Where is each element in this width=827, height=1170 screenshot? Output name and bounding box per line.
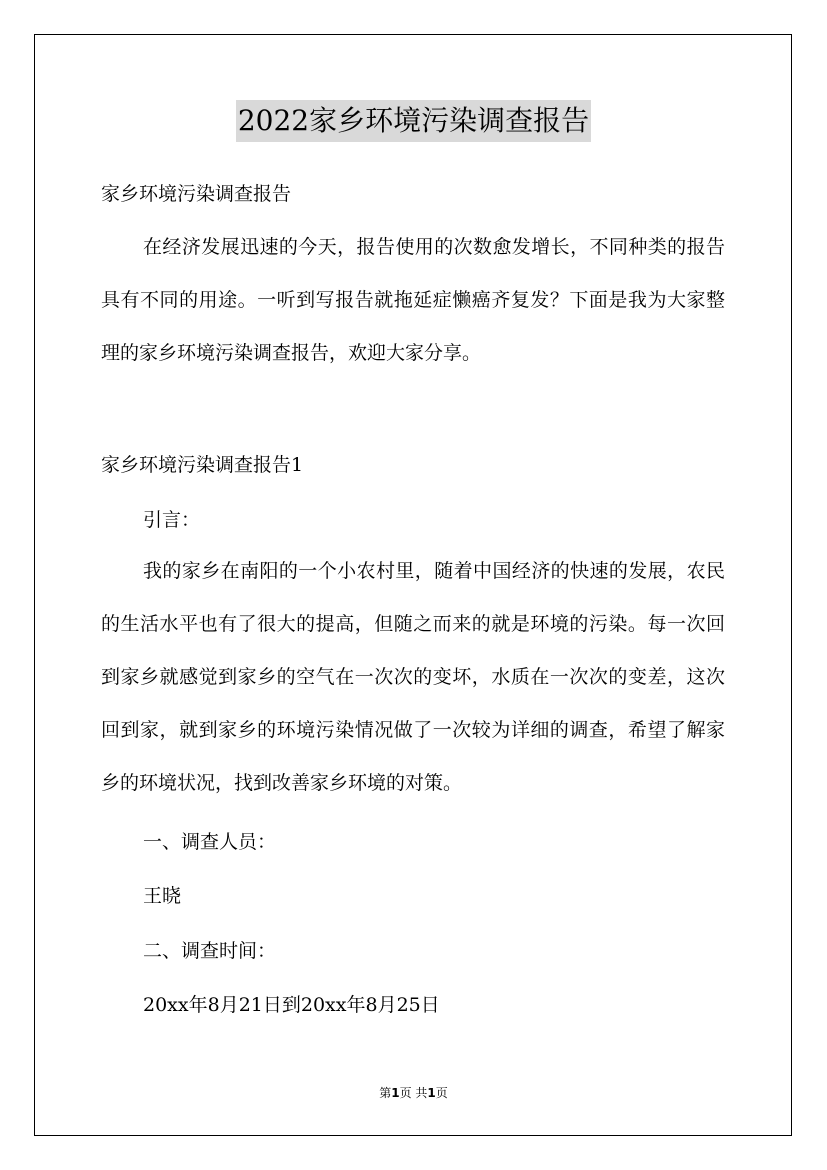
- item1-label: 一、调查人员：: [143, 831, 277, 853]
- footer-mid: 页 共: [399, 1086, 428, 1100]
- footer-page-current: 1: [391, 1086, 400, 1100]
- page-footer: [0, 1084, 827, 1101]
- preface-paragraph: 我的家乡在南阳的一个小农村里，随着中国经济的快速的发展，农民的生活水平也有了很大的提高，但随之而来的就是环境的污染。每一次回到家乡就感觉到家乡的空气在一次次的变坏，水质在一次次的变差，这次回到家，就到家乡的环境污染情况做了一次较为详细的调查，希望了解家乡的环境状况，找到改善家乡环境的对策。: [101, 560, 725, 794]
- item2-value: 20xx年8月21日到20xx年8月25日: [143, 994, 440, 1016]
- footer-prefix: 第: [379, 1086, 392, 1100]
- item1-value: 王晓: [143, 885, 182, 907]
- footer-suffix: 页: [435, 1086, 448, 1100]
- section-heading: 家乡环境污染调查报告1: [101, 454, 304, 476]
- item2-label: 二、调查时间：: [143, 940, 277, 962]
- intro-paragraph: 在经济发展迅速的今天，报告使用的次数愈发增长，不同种类的报告具有不同的用途。一听到写报告就拖延症懒癌齐复发？下面是我为大家整理的家乡环境污染调查报告，欢迎大家分享。: [101, 236, 725, 364]
- document-subtitle: 家乡环境污染调查报告: [101, 183, 292, 205]
- document-title: 2022家乡环境污染调查报告: [236, 100, 591, 142]
- preface-label: 引言：: [143, 509, 201, 531]
- document-title-wrap: [0, 100, 827, 142]
- footer-page-total: 1: [427, 1086, 436, 1100]
